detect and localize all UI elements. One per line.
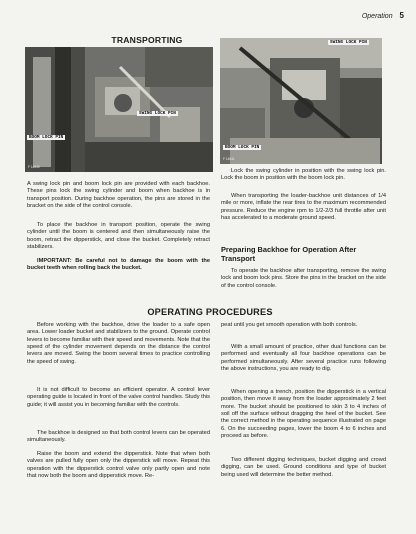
swing-lock-pin-label: SWING LOCK PIN <box>330 40 367 45</box>
paragraph: Lock the swing cylinder in position with the swing lock pin. Lock the boom in position with the boom lock pin. <box>221 168 386 182</box>
section-title: Operation <box>361 13 393 20</box>
figure-number: F 14641 <box>223 157 235 161</box>
paragraph: When transporting the loader-backhoe unit distances of 1/4 mile or more, inflate the rear tires to the maximum recommended pressure. Reduce the engine rpm to 1/2-2/3 full throttle after unit has accelerated to a moderate ground speed. <box>221 193 386 222</box>
boom-lock-pin-label: BOOM LOCK PIN <box>225 145 260 150</box>
paragraph: The backhoe is designed so that both control levers can be operated simultaneously. <box>27 430 210 444</box>
important-note: IMPORTANT: Be careful not to damage the boom with the bucket teeth when rolling back the bucket. <box>27 258 210 272</box>
paragraph: To place the backhoe in transport position, operate the swing cylinder until the boom is centered and then simultaneously raise the boom, retract the dipperstick, and close the bucket. Completely retract stabilizers. <box>27 222 210 251</box>
operating-heading: OPERATING PROCEDURES <box>147 307 273 317</box>
page-number: 5 <box>399 11 404 20</box>
paragraph: Raise the boom and extend the dipperstick. Note that when both valves are pulled fully open only the dipperstick will move. Repeat this operation with the dipperstick control valve only partly open and note that now both the boom and dipperstick move. Re- <box>27 451 210 480</box>
machinery-illustration <box>25 47 213 172</box>
figure-number: F 14640 <box>28 165 40 169</box>
paragraph: With a small amount of practice, other dual functions can be performed and eventually all four backhoe operations can be performed simultaneously. After several practice runs following the above instructions, you are ready to dig. <box>221 344 386 373</box>
transport-position-photo <box>220 38 382 164</box>
transporting-heading: TRANSPORTING <box>111 35 183 45</box>
paragraph: Two different digging techniques, bucket digging and crowd digging, can be used. Ground conditions and type of bucket being used will determine the better method. <box>221 457 386 478</box>
paragraph: When opening a trench, position the dipperstick in a vertical position, then move it away from the loader approximately 2 feet more. The bucket should be positioned to skin 3 to 4 inches of soil off the surface without dragging the heel of the bucket. See the correct method in the operating sequence illustrated on page 6. On the succeeding pages, lower the boom 4 to 6 inches and proceed as before. <box>221 389 386 440</box>
paragraph: To operate the backhoe after transporting, remove the swing lock and boom lock pins. Store the pins in the bracket on the side of the control console. <box>221 268 386 289</box>
paragraph: peat until you get smooth operation with both controls. <box>221 322 358 328</box>
swing-lock-pin-label: SWING LOCK PIN <box>139 111 176 116</box>
boom-lock-pin-label: BOOM LOCK PIN <box>29 135 64 140</box>
paragraph: It is not difficult to become an efficient operator. A control lever operating guide is located in front of the valve control handles. Study this guide; it will assist you in becoming familiar with the controls. <box>27 387 210 408</box>
swing-boom-lock-pin-photo <box>25 47 213 172</box>
preparing-heading: Preparing Backhoe for Operation After Transport <box>221 245 357 263</box>
paragraph: Before working with the backhoe, drive the loader to a safe open area. Lower loader bucket and stabilizers to the ground. Operate control levers to become familiar with their speed and movements. Note that the speed of the cylinder movement depends on the distance the control levers are moved. Swing the boom several times to practice controlling the speed of swing. <box>27 322 210 365</box>
paragraph: A swing lock pin and boom lock pin are provided with each backhoe. These pins lock the swing cylinder and boom when backhoe is in transport position. During backhoe operation, the pins are stored in the bracket on the side of the control console. <box>27 181 210 210</box>
